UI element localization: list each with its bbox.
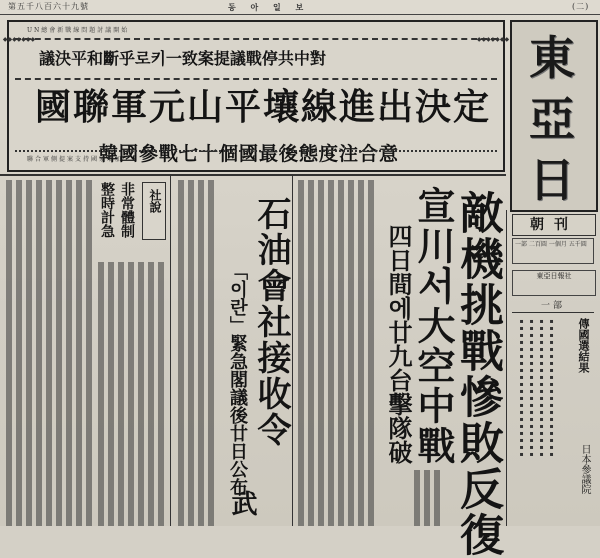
page-number: (二) xyxy=(572,2,590,11)
top-headline-box xyxy=(2,20,510,172)
column-rule xyxy=(292,176,293,526)
result-subtitle: 日本參議院 xyxy=(579,444,590,494)
kicker-text: 議決平和斷乎로키一致案提議戰停共中對 xyxy=(39,49,326,68)
main-headline: 國聯軍元山平壤線進出決定 xyxy=(35,87,492,128)
logo xyxy=(520,28,584,207)
editorial-title: 非常體制 xyxy=(119,182,135,238)
logo-box xyxy=(510,20,598,212)
edition-label: 朝刊 xyxy=(512,214,596,236)
divider xyxy=(15,78,497,80)
column-rule xyxy=(170,176,171,526)
issue-number: 第五千八百六十九號 xyxy=(8,2,89,11)
fine-text-column: ▪▪▪▪▪▪▪▪▪▪▪▪▪▪▪▪▪▪▪▪ xyxy=(528,318,535,458)
story3-headline: 石油會社接收令 xyxy=(251,196,291,448)
story2-headline: 宣川서大空中戰 xyxy=(411,186,455,466)
story2-body xyxy=(296,180,380,526)
editorial-body xyxy=(4,180,94,526)
editorial-label: 社說 xyxy=(148,189,162,213)
column-rule xyxy=(506,210,507,526)
story1-headline: 敵機挑戰慘敗反復 xyxy=(452,190,503,558)
logo-char: 亞 xyxy=(529,92,575,146)
story3-subheadline: 「이란」緊急閣議後廿日公布 xyxy=(227,262,248,496)
divider xyxy=(15,150,497,152)
kicker xyxy=(39,46,469,72)
fine-print-top: UN總會新戰線問題討議開始 xyxy=(27,27,130,34)
bottom-headline-char: 武 xyxy=(227,490,257,518)
section-rule xyxy=(0,174,506,176)
editorial-body xyxy=(96,262,166,526)
divider xyxy=(512,312,594,313)
fine-print-bottom: 聯合軍側提案支持國家增加 xyxy=(27,156,124,163)
story1-body xyxy=(412,470,448,526)
result-title: 傳國選結果 xyxy=(577,318,590,373)
side-ornament-left: ◆◆◆◆◆◆◆ xyxy=(2,36,36,43)
price-box: 一部 二百圓 一個月 五千圓 xyxy=(512,238,594,264)
story3-body xyxy=(176,180,222,526)
editorial-subtitle: 整時計急 xyxy=(99,182,115,238)
logo-char: 日 xyxy=(529,153,575,207)
section-label: 一部 xyxy=(540,301,565,311)
sub-headline: 韓國參戰七十個國最後態度注合意 xyxy=(99,143,400,165)
info-column xyxy=(512,214,596,526)
masthead-line xyxy=(0,0,600,15)
logo-char: 東 xyxy=(529,31,575,85)
divider xyxy=(15,38,497,40)
editorial-label-box xyxy=(142,182,166,240)
story2-subheadline: 四日間에廿九台擊隊破 xyxy=(384,224,413,464)
fine-text-column: ▪▪▪▪▪▪▪▪▪▪▪▪▪▪▪▪▪▪▪▪ xyxy=(548,318,555,458)
paper-name: 동 아 일 보 xyxy=(228,2,310,12)
publisher-box: 東亞日報社 xyxy=(512,270,596,296)
fine-text-column: ▪▪▪▪▪▪▪▪▪▪▪▪▪▪▪▪▪▪▪▪ xyxy=(538,318,545,458)
fine-text-column: ▪▪▪▪▪▪▪▪▪▪▪▪▪▪▪▪▪▪▪▪ xyxy=(518,318,525,458)
side-ornament-right: ◆◆◆◆◆◆◆ xyxy=(476,36,510,43)
